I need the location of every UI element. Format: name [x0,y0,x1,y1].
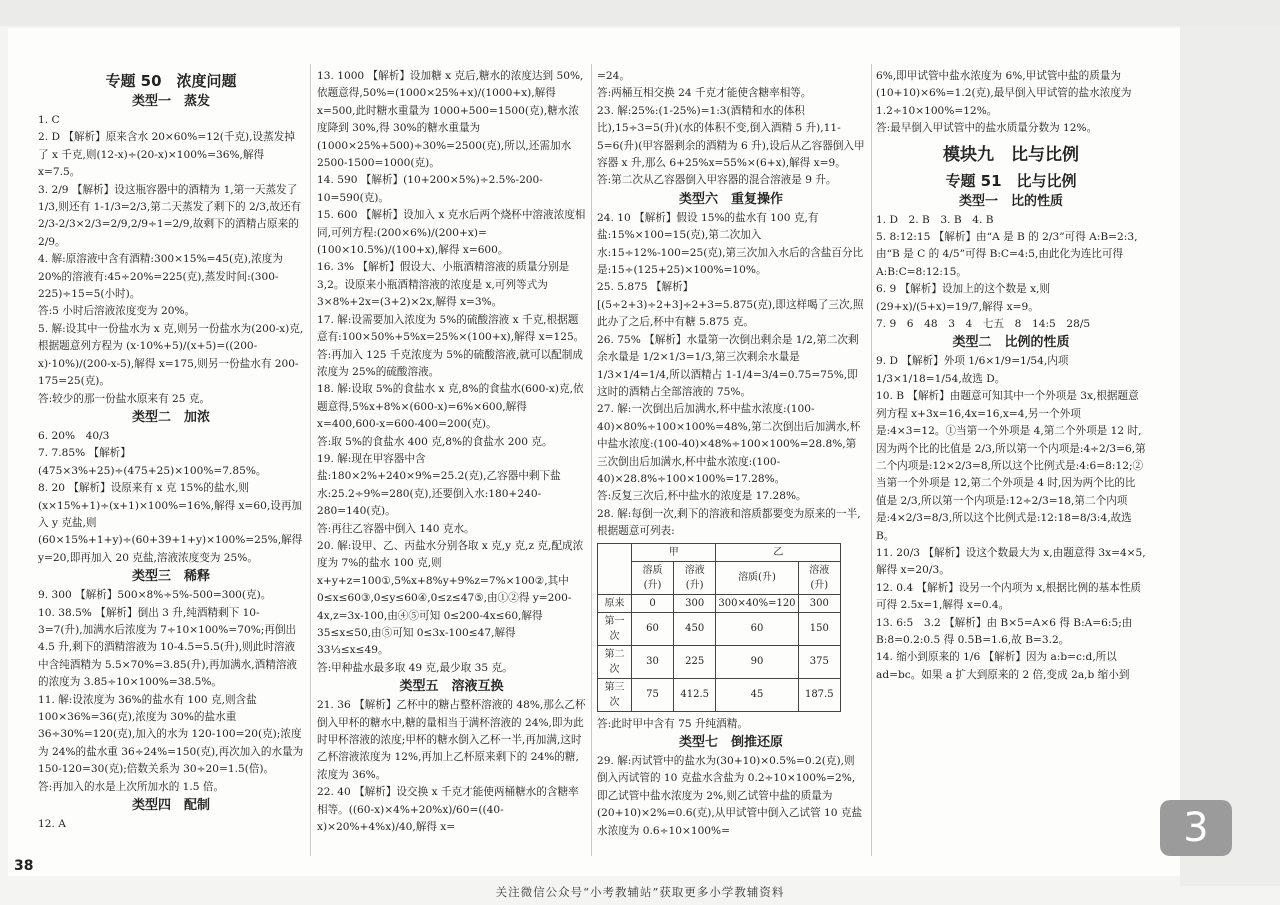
answer-item: 29. 解:丙试管中的盐水为(30+10)×0.5%=0.2(克),则倒入丙试管的 10 克盐水含盐为 0.2÷10×100%=2%,即乙试管中盐水浓度为 2%,则乙试管中盐的质量为(20+10)×2%=0.6(克),从甲试管中倒入乙试管 10 克盐水浓度为 0.6÷10×100%= [597,754,863,837]
table-row [598,678,841,711]
answer-item: 7. 9 6 48 3 4 七五 8 14:5 28/5 [876,318,1091,331]
answer-item: 14. 590 【解析】(10+200×5%)÷2.5%-200-10=590(克)。 [317,174,543,204]
answer-item: 10. 38.5% 【解析】倒出 3 升,纯酒精剩下 10-3=7(升),加满水后浓度为 7÷10×100%=70%;再倒出 4.5 升,剩下的酒精溶液为 10-4.5=5.5(升),则此时溶液中含纯酒精为 5.5×70%=3.85(升),再加满水,酒精溶液的浓度为 3.85÷10×100%=38.5%。 [38,606,298,689]
table-cell: 60 [716,612,798,645]
table-cell: 0 [632,594,674,612]
answer-item: 16. 3% 【解析】假设大、小瓶酒精溶液的质量分别是 3,2。设原来小瓶酒精溶液的浓度是 x,可列等式为 3×8%+2x=(3+2)×2x,解得 x=3%。 [317,261,570,309]
table-cell: 90 [716,645,798,678]
type-heading: 类型六 重复操作 [678,191,783,207]
answer-conclusion: 答:第二次从乙容器倒入甲容器的混合溶液是 9 升。 [597,174,837,187]
answer-item: 8. 20 【解析】设原来有 x 克 15%的盐水,则(x×15%+1)÷(x+1)×100%=16%,解得 x=60,设再加入 y 克盐,则(60×15%+1+y)÷(60+39+1+y)×100%=25%,解得 y=20,即再加入 20 克盐,溶液浓度变为 25%。 [38,482,303,564]
answer-item: 23. 解:25%:(1-25%)=1:3(酒精和水的体积比),15÷3=5(升)(水的体积不变,倒入酒精 5 升),11-5=6(升)(甲容器剩余的酒精为 6 升),设后从乙容器倒入甲容器 x 升,那么 6+25%x=55%×(6+x),解得 x=9。 [597,104,865,170]
answer-conclusion: 答:反复三次后,杯中盐水的浓度是 17.28%。 [597,490,807,503]
answer-continuation: 6%,即甲试管中盐水浓度为 6%,甲试管中盐的质量为(10+10)×6%=1.2(克),最早倒入甲试管的盐水浓度为 1.2÷10×100%=12%。 [876,70,1132,117]
answer-item: 12. A [38,818,66,831]
answer-item: 5. 8:12:15 【解析】由“A 是 B 的 2/3”可得 A:B=2:3,由“B 是 C 的 4/5”可得 B:C=4:5,由此化为连比可得 A:B:C=8:12:15。 [876,231,1138,278]
answer-item: 1. C [38,114,60,126]
answer-item: 9. 300 【解析】500×8%÷5%-500=300(克)。 [38,589,272,602]
column-3 [597,68,865,858]
answer-item: 14. 缩小到原来的 1/6 【解析】因为 a:b=c:d,所以 ad=bc。如果 a 扩大到原来的 2 倍,变成 2a,b 缩小到 [876,651,1130,681]
answer-item: 4. 解:原溶液中含有酒精:300×15%=45(克),浓度为 20%的溶液有:45÷20%=225(克),蒸发时间:(300-225)÷15=5(小时)。 [38,253,283,301]
type-heading: 类型三 稀释 [131,569,210,585]
table-cell: 300 [674,594,716,612]
topic-title: 专题 50 浓度问题 [105,72,237,90]
table-header-jia: 甲 [632,543,716,561]
answer-conclusion: 答:取 5%的食盐水 400 克,8%的食盐水 200 克。 [317,435,553,448]
answer-item: 27. 解:一次倒出后加满水,杯中盐水浓度:(100-40)×80%÷100×100%=48%,第二次倒出后加满水,杯中盐水浓度:(100-40)×48%÷100×100%=28.8%,第三次倒出后加满水,杯中盐水浓度:(100-40)×28.8%÷100×100%=17.28%。 [597,403,861,485]
page-badge: 3 [1160,800,1232,856]
column-divider [871,64,872,856]
table-cell: 300×40%=120 [716,594,798,612]
table-cell: 45 [716,678,798,711]
table-subheader: 溶液(升) [798,561,840,594]
answer-item: 26. 75% 【解析】水量第一次倒出剩余是 1/2,第二次剩余水量是 1/2×1/3=1/3,第三次剩余水量是 1/3×1/4=1/4,所以酒精占 1-1/4=3/4=0.75=75%,即这时的酒精占全部溶液的 75%。 [597,333,859,398]
answer-item: 6. 9 【解析】设加上的这个数是 x,则 (29+x)/(5+x)=19/7,解得 x=9。 [876,283,1051,313]
answer-conclusion: 答:再往乙容器中倒入 140 克水。 [317,522,475,535]
answer-conclusion: 答:甲种盐水最多取 49 克,最少取 35 克。 [317,661,513,674]
answer-item: 7. 7.85% 【解析】(475×3%+25)÷(475+25)×100%=7.85%。 [38,447,267,477]
answer-item: 17. 解:设需要加入浓度为 5%的硫酸溶液 x 千克,根据题意有:100×50%+5%x=25%×(100+x),解得 x=125。 [317,313,585,344]
answer-item: 18. 解:设取 5%的食盐水 x 克,8%的食盐水(600-x)克,依题意得,5%x+8%×(600-x)=6%×600,解得 x=400,600-x=600-400=200(克)。 [317,383,584,431]
answer-item: 6. 20% 40/3 [38,429,110,442]
table-subheader: 溶质(升) [716,561,798,594]
column-4 [876,68,1146,858]
type-heading: 类型一 蒸发 [131,94,210,109]
answer-item: 20. 解:设甲、乙、丙盐水分别各取 x 克,y 克,z 克,配成浓度为 7%的盐水 100 克,则 x+y+z=100①,5%x+8%y+9%z=7%×100②,其中 0≤x≤60③,0≤y≤60④,0≤z≤47⑤,由①②得 y=200-4x,z=3x-100,由④⑤可知 0≤200-4x≤60,解得 35≤x≤50,由⑤可知 0≤3x-100≤47,解得 33⅓≤x≤49。 [317,539,584,657]
table-cell: 75 [632,678,674,711]
answer-conclusion: 答:再加入的水是上次所加水的 1.5 倍。 [38,780,225,793]
answer-continuation: =24。 [597,70,630,82]
scan-right-margin [1180,26,1280,886]
answer-item: 1. D 2. B 3. B 4. B [876,213,994,226]
answer-conclusion: 答:较少的那一份盐水原来有 25 克。 [38,392,211,405]
table-cell: 187.5 [798,678,840,711]
answer-conclusion: 答:此时甲中含有 75 升纯酒精。 [597,717,748,730]
table-corner [598,543,632,594]
table-row [598,594,841,612]
answer-item: 12. 0.4 【解析】设另一个内项为 x,根据比例的基本性质可得 2.5x=1,解得 x=0.4。 [876,581,1142,612]
table-cell: 原来 [598,594,632,612]
table-header-yi: 乙 [716,543,841,561]
table-cell: 225 [674,645,716,678]
column-divider [591,64,592,856]
answer-item: 28. 解:每倒一次,剩下的溶液和溶质都要变为原来的一半,根据题意可列表: [597,507,861,538]
table-cell: 第三次 [598,678,632,711]
answer-item: 25. 5.875 【解析】[(5÷2+3)÷2+3]÷2+3=5.875(克),即这样喝了三次,照此办了之后,杯中有糖 5.875 克。 [597,281,864,329]
type-heading: 类型七 倒推还原 [678,734,783,750]
answer-conclusion: 答:再加入 125 千克浓度为 5%的硫酸溶液,就可以配制成浓度为 25%的硫酸溶液。 [317,348,583,378]
answer-item: 13. 1000 【解析】设加糖 x 克后,糖水的浓度达到 50%,依题意得,50%=(1000×25%+x)/(1000+x),解得 x=500,此时糖水重量为 1000+500=1500(克),糖水浓度降到 30%,得 30%的糖水重量为(1000×25%+500)÷30%=2500(克),所以,还需加水 2500-1500=1000(克)。 [317,70,584,170]
type-heading: 类型一 比的性质 [958,193,1063,209]
column-divider [310,64,311,856]
table-subheader: 溶质(升) [632,561,674,594]
type-heading: 类型五 溶液互换 [399,679,504,695]
type-heading: 类型四 配制 [131,798,210,814]
column-2 [317,68,586,858]
table-cell: 150 [798,612,840,645]
answer-item: 2. D 【解析】原来含水 20×60%=12(千克),设蒸发掉了 x 千克,则(12-x)÷(20-x)×100%=36%,解得 x=7.5。 [38,131,295,179]
module-title: 模块九 比与比例 [943,144,1079,165]
table-cell: 60 [632,612,674,645]
topic-title: 专题 51 比与比例 [945,171,1077,190]
table-cell: 412.5 [674,678,716,711]
answer-item: 19. 解:现在甲容器中含盐:180×2%+240×9%=25.2(克),乙容器中剩下盐水:25.2÷9%=280(克),还要倒入水:180+240-280=140(克)。 [317,452,561,518]
table-cell: 第二次 [598,645,632,678]
table-subheader: 溶液(升) [674,561,716,594]
footer-note: 关注微信公众号“小考教辅站”获取更多小学教辅资料 [495,885,785,899]
answer-item: 21. 36 【解析】乙杯中的糖占整杯溶液的 48%,那么乙杯倒入甲杯的糖水中,糖的量相当于满杯溶液的 24%,即为此时甲杯溶液的浓度;甲杯的糖水倒入乙杯一半,再加满,这时乙杯溶液浓度为 12%,再加上乙杯原来剩下的 24%的糖,浓度为 36%。 [317,699,586,781]
alcohol-table [597,543,841,712]
answer-item: 11. 解:设浓度为 36%的盐水有 100 克,则含盐 100×36%=36(克),浓度为 30%的盐水重 36÷30%=120(克),加入的水为 120-100=20(克);浓度为 24%的盐水重 36÷24%=150(克),再次加入的水量为 150-120=30(克);倍数关系为 30÷20=1.5(倍)。 [38,693,304,776]
answer-conclusion: 答:5 小时后溶液浓度变为 20%。 [38,305,196,318]
answer-item: 11. 20/3 【解析】设这个数最大为 x,由题意得 3x=4×5,解得 x=20/3。 [876,546,1146,577]
answer-item: 10. B 【解析】由题意可知其中一个外项是 3x,根据题意列方程 x+3x=16,4x=16,x=4,另一个外项是:4×3=12。①当第一个外项是 4,第二个外项是 12 时,因为两个比的比值是 2/3,所以第一个内项是:4÷2/3=6,第二个内项是:12×2/3=8,所以这个比例式是:4:6=8:12;②当第一个外项是 12,第二个外项是 4 时,因为两个比的比值是 2/3,所以第一个内项是:12÷2/3=18,第二个内项是:4×2/3=8/3,所以这个比例式是:12:18=8/3:4,故选 B。 [876,390,1146,542]
column-1 [38,68,304,858]
type-heading: 类型二 比例的性质 [952,335,1070,351]
answer-item: 5. 解:设其中一份盐水为 x 克,则另一份盐水为(200-x)克,根据题意列方程为 (x·10%+5)/(x+5)=((200-x)·10%)/(200-x-5),解得 x=175,则另一份盐水有 200-175=25(克)。 [38,322,304,388]
answer-item: 24. 10 【解析】假设 15%的盐水有 100 克,有盐:15%×100=15(克),第二次加入水:15÷12%-100=25(克),第三次加入水后的含盐百分比是:15÷(125+25)×100%=10%。 [597,211,864,277]
answer-item: 9. D 【解析】外项 1/6×1/9=1/54,内项 1/3×1/18=1/54,故选 D。 [876,355,1069,385]
answer-item: 22. 40 【解析】设交换 x 千克才能使两桶糖水的含糖率相等。((60-x)×4%+20%x)/60=((40-x)×20%+4%x)/40,解得 x= [317,786,579,834]
scan-top-margin [0,0,1280,26]
table-row [598,612,841,645]
table-cell: 450 [674,612,716,645]
table-row [598,645,841,678]
answer-conclusion: 答:两桶互相交换 24 千克才能使含糖率相等。 [597,87,812,100]
answer-item: 15. 600 【解析】设加入 x 克水后两个烧杯中溶液浓度相同,可列方程:(200×6%)/(200+x)=(100×10.5%)/(100+x),解得 x=600。 [317,209,586,257]
answer-item: 3. 2/9 【解析】设这瓶容器中的酒精为 1,第一天蒸发了 1/3,则还有 1-1/3=2/3,第二天蒸发了剩下的 2/3,故还有 2/3-2/3×2/3=2/9,2/9÷1=2/9,故剩下的酒精占原来的 2/9。 [38,183,302,248]
page-number: 38 [14,858,34,874]
table-cell: 30 [632,645,674,678]
table-cell: 375 [798,645,840,678]
table-cell: 第一次 [598,612,632,645]
answer-item: 13. 6:5 3.2 【解析】由 B×5=A×6 得 B:A=6:5;由 B:8=0.2:0.5 得 0.5B=1.6,故 B=3.2。 [876,616,1133,646]
answer-conclusion: 答:最早倒入甲试管中的盐水质量分数为 12%。 [876,122,1098,135]
type-heading: 类型二 加浓 [131,409,210,425]
table-cell: 300 [798,594,840,612]
